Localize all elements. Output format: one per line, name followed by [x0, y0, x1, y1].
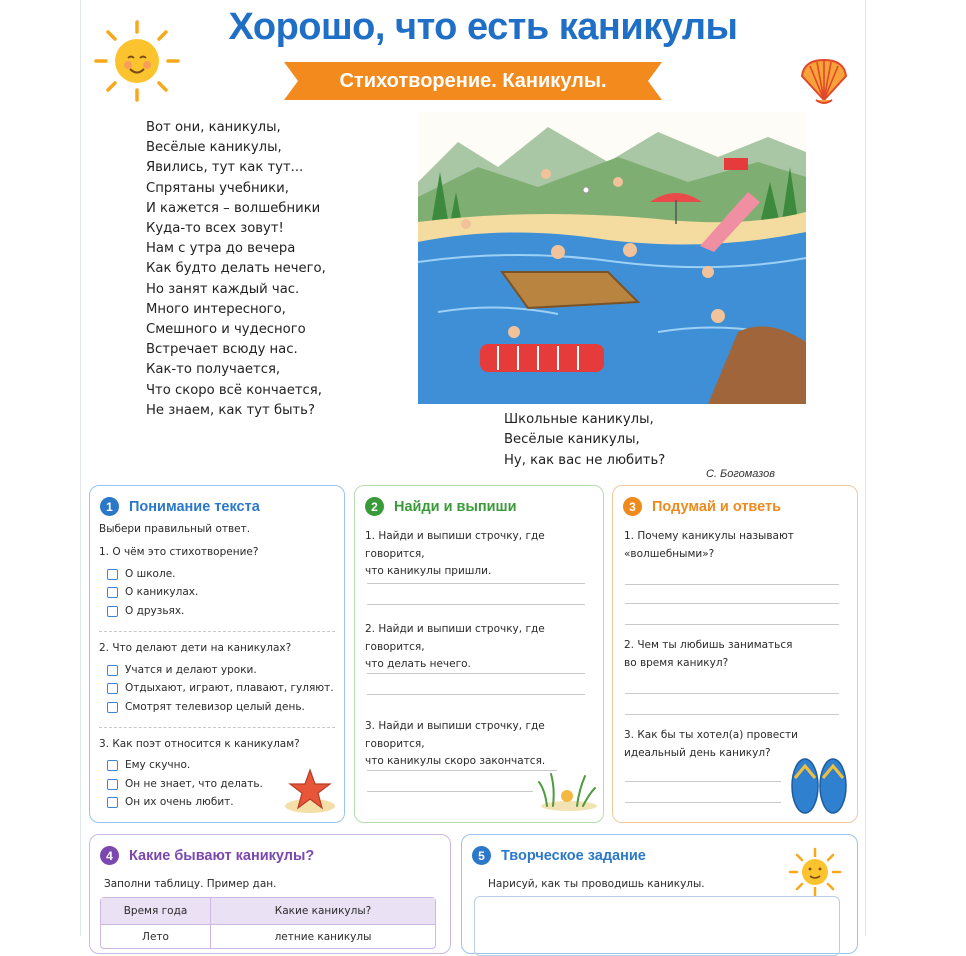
answer-line[interactable]	[367, 694, 585, 695]
grass-icon	[537, 766, 599, 812]
question-text	[624, 727, 798, 762]
subtitle-text: Стихотворение. Каникулы.	[339, 70, 607, 92]
answer-line[interactable]	[367, 673, 585, 674]
poem-author: С. Богомазов	[706, 468, 776, 480]
small-sun-icon	[786, 847, 844, 897]
option-label: Он их очень любит.	[125, 796, 234, 808]
table-cell: летние каникулы	[274, 930, 372, 943]
flip-flops-icon	[787, 754, 851, 816]
section-number: 1	[100, 497, 119, 516]
holidays-table	[100, 897, 436, 949]
option-label: О каникулах.	[125, 586, 199, 598]
poem-line: Весёлые каникулы,	[504, 432, 640, 448]
answer-line[interactable]	[367, 583, 585, 584]
question-text: 3. Как поэт относится к каникулам?	[99, 738, 300, 750]
option-label: Смотрят телевизор целый день.	[125, 701, 305, 713]
instruction-text: Заполни таблицу. Пример дан.	[104, 878, 277, 890]
option-label: О друзьях.	[125, 605, 185, 617]
option-label: О школе.	[125, 568, 176, 580]
section-number: 3	[623, 497, 642, 516]
task-line: 2. Найди и выпиши строчку, где говорится,	[365, 623, 545, 653]
answer-option[interactable]	[107, 701, 305, 713]
summer-lake-illustration	[418, 112, 806, 404]
poem-ending	[504, 410, 665, 471]
question-text	[624, 528, 794, 563]
seashell-icon	[796, 56, 852, 106]
poem-line: Явились, тут как тут...	[146, 160, 304, 176]
section-understanding	[89, 485, 345, 823]
poem-line: Но занят каждый час.	[146, 281, 300, 297]
section-header	[365, 497, 517, 516]
poem-line: Встречает всюду нас.	[146, 342, 298, 358]
answer-line[interactable]	[625, 603, 839, 604]
answer-line[interactable]	[625, 584, 839, 585]
poem-line: Не знаем, как тут быть?	[146, 402, 315, 418]
checkbox[interactable]	[107, 606, 118, 617]
option-label: Он не знает, что делать.	[125, 778, 263, 790]
section-heading: Найди и выпиши	[394, 498, 517, 515]
poem-line: Нам с утра до вечера	[146, 241, 296, 257]
answer-option[interactable]	[107, 568, 176, 580]
question-line: идеальный день каникул?	[624, 746, 771, 759]
checkbox[interactable]	[107, 569, 118, 580]
section-find-and-write	[354, 485, 604, 823]
task-line: что делать нечего.	[365, 658, 471, 670]
task-line: что каникулы пришли.	[365, 565, 492, 577]
task-text	[365, 621, 603, 674]
option-label: Учатся и делают уроки.	[125, 664, 257, 676]
checkbox[interactable]	[107, 683, 118, 694]
question-text	[624, 637, 792, 672]
section-number: 5	[472, 846, 491, 865]
section-heading: Творческое задание	[501, 847, 646, 864]
answer-option[interactable]	[107, 759, 190, 771]
question-text: 2. Что делают дети на каникулах?	[99, 642, 292, 654]
answer-line[interactable]	[367, 604, 585, 605]
poem-line: Много интересного,	[146, 301, 286, 317]
question-line: 3. Как бы ты хотел(а) провести	[624, 729, 798, 741]
answer-line[interactable]	[367, 791, 533, 792]
answer-option[interactable]	[107, 778, 263, 790]
question-text: 1. О чём это стихотворение?	[99, 546, 259, 558]
option-label: Ему скучно.	[125, 759, 191, 771]
poem-line: Что скоро всё кончается,	[146, 382, 322, 398]
column-header: Какие каникулы?	[274, 905, 372, 917]
task-text	[365, 718, 603, 771]
instruction-text: Выбери правильный ответ.	[99, 523, 251, 535]
section-header	[472, 846, 646, 865]
section-header	[100, 846, 314, 865]
question-line: «волшебными»?	[624, 547, 715, 560]
section-header	[100, 497, 260, 516]
answer-option[interactable]	[107, 664, 257, 676]
instruction-text: Нарисуй, как ты проводишь каникулы.	[488, 878, 705, 890]
checkbox[interactable]	[107, 587, 118, 598]
poem-line: Школьные каникулы,	[504, 412, 654, 427]
checkbox[interactable]	[107, 665, 118, 676]
table-row	[101, 924, 435, 948]
answer-option[interactable]	[107, 682, 334, 694]
poem-line: И кажется – волшебники	[146, 200, 321, 216]
answer-option[interactable]	[107, 605, 184, 617]
section-header	[623, 497, 781, 516]
section-number: 4	[100, 846, 119, 865]
divider	[99, 631, 335, 632]
answer-line[interactable]	[625, 781, 781, 782]
question-line: 1. Почему каникулы называют	[624, 530, 794, 542]
poem-line: Как будто делать нечего,	[146, 261, 326, 277]
subtitle-ribbon	[284, 62, 662, 100]
sun-icon	[92, 18, 182, 104]
poem-line: Вот они, каникулы,	[146, 120, 281, 135]
answer-line[interactable]	[625, 624, 839, 625]
column-header: Время года	[101, 898, 211, 924]
option-label: Отдыхают, играют, плавают, гуляют.	[125, 682, 334, 694]
page-title: Хорошо, что есть каникулы	[228, 6, 738, 48]
section-heading: Какие бывают каникулы?	[129, 847, 315, 864]
table-cell: Лето	[101, 925, 211, 948]
task-line: 3. Найди и выпиши строчку, где говорится,	[365, 720, 545, 750]
poem-line: Смешного и чудесного	[146, 322, 306, 338]
answer-line[interactable]	[625, 714, 839, 715]
question-line: во время каникул?	[624, 656, 729, 669]
answer-line[interactable]	[367, 770, 557, 771]
poem-line: Ну, как вас не любить?	[504, 452, 666, 468]
drawing-area[interactable]	[474, 896, 840, 956]
checkbox[interactable]	[107, 760, 118, 771]
poem-text	[146, 118, 326, 421]
starfish-icon	[282, 766, 336, 816]
checkbox[interactable]	[107, 797, 118, 808]
checkbox[interactable]	[107, 702, 118, 713]
section-think-and-answer	[612, 485, 858, 823]
poem-line: Как-то получается,	[146, 362, 281, 378]
task-text	[365, 528, 603, 581]
table-header	[101, 898, 435, 924]
poem-line: Спрятаны учебники,	[146, 180, 289, 196]
poem-line: Куда-то всех зовут!	[146, 221, 284, 237]
answer-option[interactable]	[107, 586, 198, 598]
answer-option[interactable]	[107, 796, 234, 808]
task-line: 1. Найди и выпиши строчку, где говорится,	[365, 530, 545, 560]
answer-line[interactable]	[625, 802, 781, 803]
answer-line[interactable]	[625, 693, 839, 694]
question-line: 2. Чем ты любишь заниматься	[624, 639, 793, 651]
section-heading: Понимание текста	[129, 498, 260, 515]
poem-line: Весёлые каникулы,	[146, 140, 282, 156]
divider	[99, 727, 335, 728]
section-number: 2	[365, 497, 384, 516]
section-heading: Подумай и ответь	[652, 498, 782, 515]
task-line: что каникулы скоро закончатся.	[365, 755, 546, 767]
checkbox[interactable]	[107, 779, 118, 790]
